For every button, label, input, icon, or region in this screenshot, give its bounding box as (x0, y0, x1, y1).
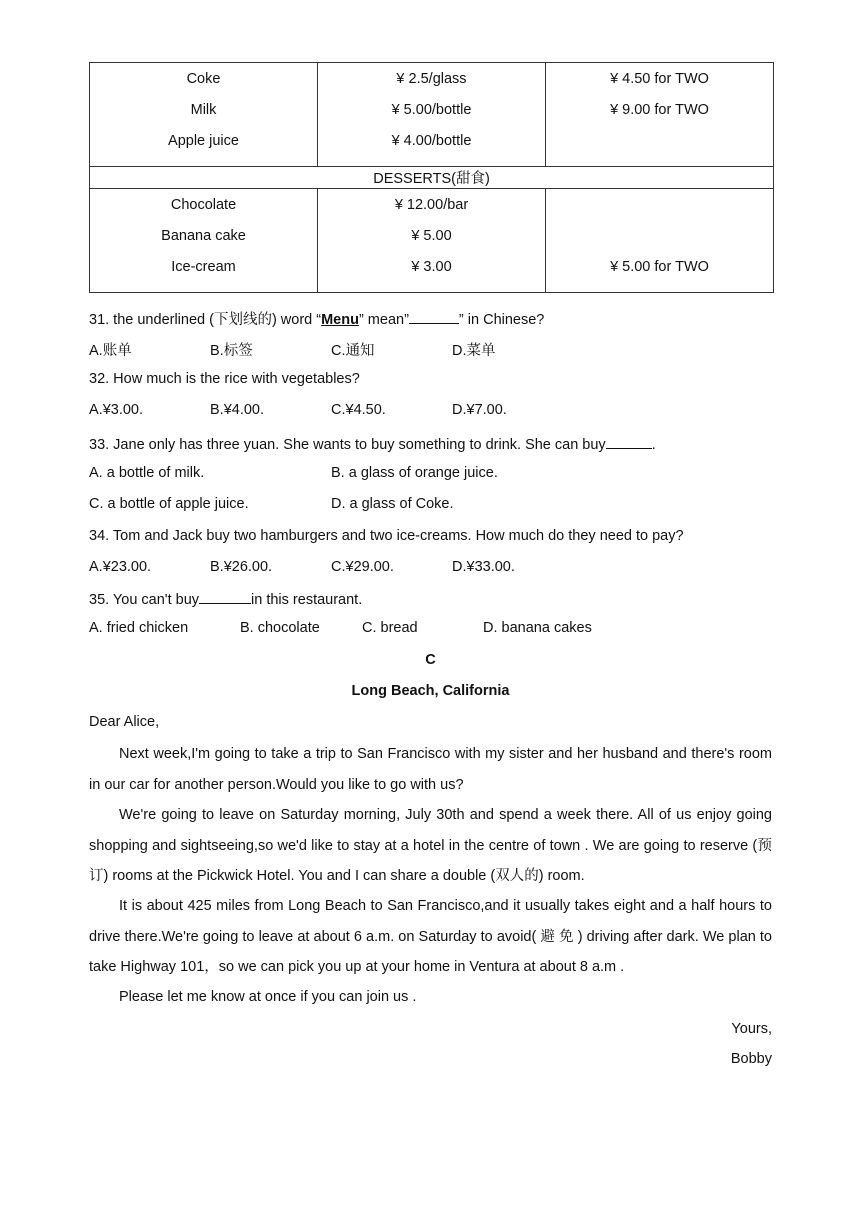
option-b: B.¥26.00. (210, 559, 273, 575)
dessert-price: ¥ 3.00 (411, 259, 452, 275)
dessert-items-cell (90, 189, 318, 293)
question-34: 34. Tom and Jack buy two hamburgers and two ice-creams. How much do they need to pay? (89, 528, 684, 544)
underlined-word: Menu (321, 312, 359, 328)
drink-items-cell (90, 63, 318, 167)
option-c: C.¥29.00. (331, 559, 394, 575)
answer-blank (199, 589, 251, 604)
letter-paragraph: Next week,I'm going to take a trip to San Francisco with my sister and her husband and there's room in our car for another person.Would you like to go with us? (89, 746, 772, 793)
passage-heading: Long Beach, California (351, 683, 510, 699)
letter-paragraph: It is about 425 miles from Long Beach to San Francisco,and it usually takes eight and a half hours to drive there.We're going to leave at about 6 a.m. on Saturday to avoid( 避 免 ) driving after dark. We plan to take Highway 101，so we can pick you up at your home in Ventura at about 8 a.m . (89, 898, 772, 975)
drink-price: ¥ 2.5/glass (396, 71, 467, 87)
desserts-header-row (90, 167, 774, 189)
option-b: B.标签 (210, 343, 253, 359)
drink-prices-cell (318, 63, 546, 167)
drink-deal: ¥ 4.50 for TWO (610, 71, 709, 87)
option-c: C.¥4.50. (331, 402, 386, 418)
desserts-row (90, 189, 774, 293)
drink-price: ¥ 5.00/bottle (391, 102, 472, 118)
option-d: D.菜单 (452, 343, 496, 359)
dessert-item: Banana cake (161, 228, 246, 244)
dessert-deals-cell (546, 189, 774, 293)
option-b: B.¥4.00. (210, 402, 265, 418)
dessert-price: ¥ 5.00 (411, 228, 452, 244)
menu-table (89, 62, 774, 293)
option-d: D.¥33.00. (452, 559, 515, 575)
dessert-item: Ice-cream (171, 259, 236, 275)
option-d: D. a glass of Coke. (331, 496, 454, 512)
option-c: C. a bottle of apple juice. (89, 496, 249, 512)
letter-signature: Bobby (730, 1051, 772, 1067)
drink-item: Milk (190, 102, 217, 118)
option-a: A. fried chicken (89, 620, 189, 636)
drinks-row (90, 63, 774, 167)
letter-paragraph: We're going to leave on Saturday morning, July 30th and spend a week there. All of us enjoy going shopping and sightseeing,so we'd like to stay at a hotel in the centre of town . We are going to reserve (预订) rooms at the Pickwick Hotel. You and I can share a double (双人的) room. (89, 807, 772, 884)
option-a: A. a bottle of milk. (89, 465, 205, 481)
option-d: D. banana cakes (483, 620, 592, 636)
option-a: A.¥23.00. (89, 559, 152, 575)
answer-blank (409, 309, 459, 324)
document-page (89, 62, 772, 1067)
drink-deal: ¥ 9.00 for TWO (610, 102, 709, 118)
option-a: A.¥3.00. (89, 402, 144, 418)
question-35: 35. You can't buy in this restaurant. (89, 589, 362, 608)
letter-closing: Yours, (731, 1021, 772, 1037)
drink-price: ¥ 4.00/bottle (391, 133, 472, 149)
question-33: 33. Jane only has three yuan. She wants to buy something to drink. She can buy . (89, 434, 656, 453)
drink-deals-cell (546, 63, 774, 167)
section-letter: C (425, 652, 436, 668)
option-a: A.账单 (89, 343, 132, 359)
dessert-deal: ¥ 5.00 for TWO (610, 259, 709, 275)
question-31: 31. the underlined (下划线的) word “Menu” mean” ” in Chinese? (89, 308, 544, 329)
option-b: B. chocolate (240, 620, 320, 636)
dessert-prices-cell (318, 189, 546, 293)
drink-item: Apple juice (168, 133, 239, 149)
drink-item: Coke (186, 71, 221, 87)
option-c: C.通知 (331, 343, 375, 359)
letter-paragraph: Please let me know at once if you can join us . (119, 989, 417, 1005)
option-c: C. bread (362, 620, 418, 636)
desserts-header: DESSERTS(甜食) (90, 167, 774, 189)
answer-blank (606, 434, 652, 449)
dessert-price: ¥ 12.00/bar (394, 197, 469, 213)
letter-greeting: Dear Alice, (89, 714, 160, 730)
option-b: B. a glass of orange juice. (331, 465, 498, 481)
option-d: D.¥7.00. (452, 402, 507, 418)
dessert-item: Chocolate (170, 197, 237, 213)
question-32: 32. How much is the rice with vegetables? (89, 371, 360, 387)
